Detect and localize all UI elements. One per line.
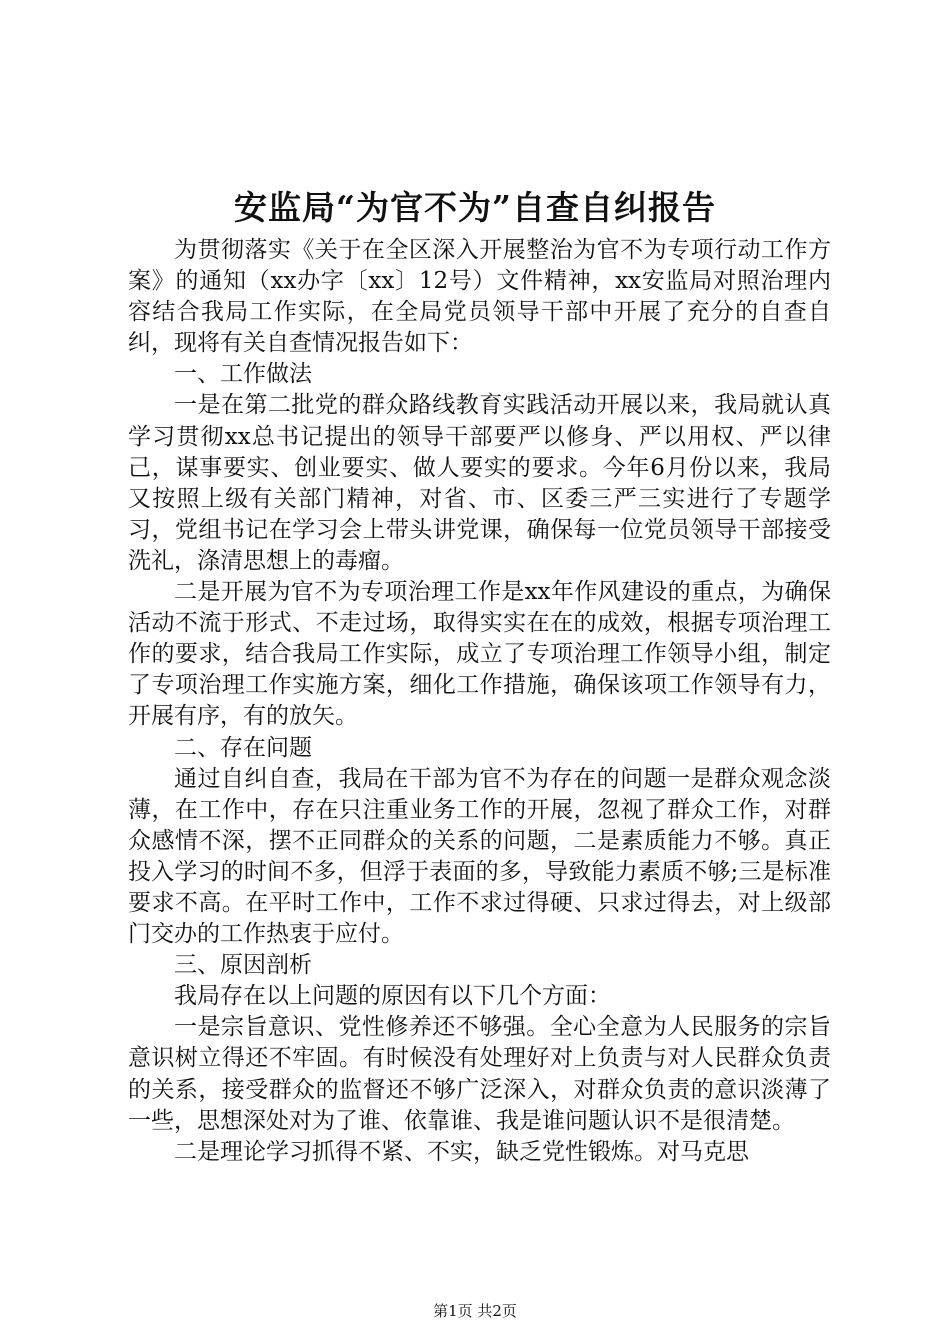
intro-paragraph: 为贯彻落实《关于在全区深入开展整治为官不为专项行动工作方案》的通知（xx办字〔xx〕12号）文件精神，xx安监局对照治理内容结合我局工作实际，在全局党员领导干部中开展了充分的自查自纠，现将有关自查情况报告如下：: [128, 237, 831, 357]
body-paragraph: 一是在第二批党的群众路线教育实践活动开展以来，我局就认真学习贯彻xx总书记提出的领导干部要严以修身、严以用权、严以律己，谋事要实、创业要实、做人要实的要求。今年6月份以来，我局又按照上级有关部门精神，对省、市、区委三严三实进行了专题学习，党组书记在学习会上带头讲党课，确保每一位党员领导干部接受洗礼，涤清思想上的毒瘤。: [128, 392, 831, 574]
document-title: 安监局“为官不为”自查自纠报告: [234, 188, 716, 227]
page-number: 第1页 共2页: [433, 1302, 517, 1320]
body-paragraph: 二是开展为官不为专项治理工作是xx年作风建设的重点，为确保活动不流于形式、不走过场，取得实实在在的成效，根据专项治理工作的要求，结合我局工作实际，成立了专项治理工作领导小组，制定了专项治理工作实施方案，细化工作措施，确保该项工作领导有力，开展有序，有的放矢。: [128, 579, 831, 730]
body-paragraph: 我局存在以上问题的原因有以下几个方面：: [174, 983, 611, 1010]
body-paragraph: 通过自纠自查，我局在干部为官不为存在的问题一是群众观念淡薄，在工作中，存在只注重业务工作的开展，忽视了群众工作，对群众感情不深，摆不正同群众的关系的问题，二是素质能力不够。真正投入学习的时间不多，但浮于表面的多，导致能力素质不够;三是标准要求不高。在平时工作中，工作不求过得硬、只求过得去，对上级部门交办的工作热衷于应付。: [128, 765, 831, 948]
document-body: [128, 235, 831, 1168]
body-paragraph: 一是宗旨意识、党性修养还不够强。全心全意为人民服务的宗旨意识树立得还不牢固。有时候没有处理好对上负责与对人民群众负责的关系，接受群众的监督还不够广泛深入，对群众负责的意识淡薄了一些，思想深处对为了谁、依靠谁、我是谁问题认识不是很清楚。: [128, 1014, 831, 1134]
section-heading-work-methods: 一、工作做法: [174, 361, 312, 388]
section-heading-cause-analysis: 三、原因剖析: [174, 952, 312, 979]
body-paragraph: 二是理论学习抓得不紧、不实，缺乏党性锻炼。对马克思: [174, 1138, 749, 1165]
section-heading-problems: 二、存在问题: [174, 734, 312, 761]
